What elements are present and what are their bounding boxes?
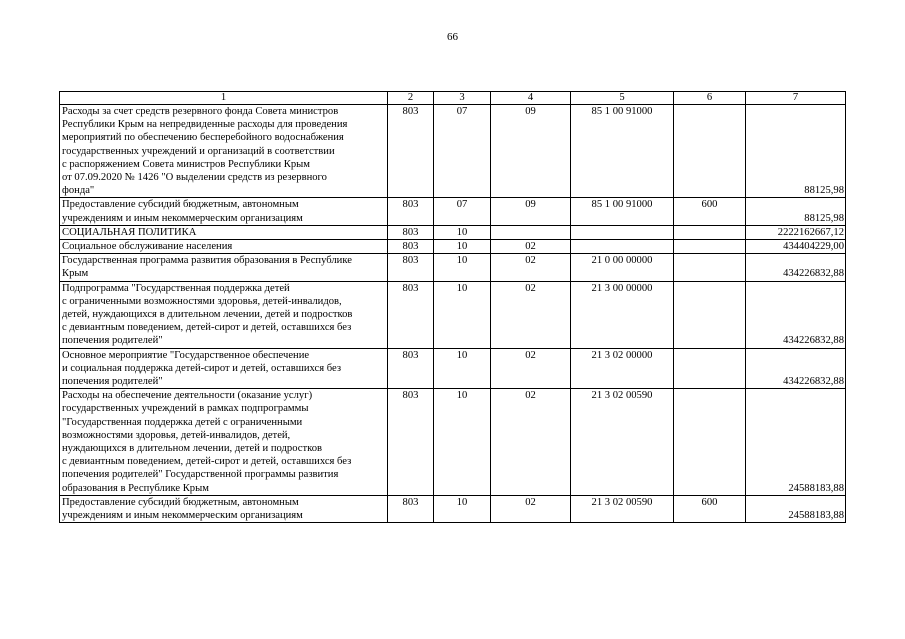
ved-code-cell: 803 <box>388 225 434 239</box>
header-cell: 1 <box>60 92 388 105</box>
subsection-code-cell <box>491 225 571 239</box>
section-code-cell: 10 <box>434 225 491 239</box>
page-number: 66 <box>447 31 458 43</box>
section-code-cell: 07 <box>434 198 491 225</box>
table-header-row <box>60 92 846 105</box>
section-code-cell: 10 <box>434 495 491 522</box>
row-name-cell: Предоставление субсидий бюджетным, автономным учреждениям и иным некоммерческим организациям <box>60 495 388 522</box>
header-cell: 4 <box>491 92 571 105</box>
table-row <box>60 495 846 522</box>
amount-cell: 2222162667,12 <box>746 225 846 239</box>
amount-cell: 24588183,88 <box>746 495 846 522</box>
section-code-cell: 10 <box>434 389 491 496</box>
amount-cell: 88125,98 <box>746 198 846 225</box>
subsection-code-cell: 02 <box>491 281 571 348</box>
target-article-cell: 85 1 00 91000 <box>571 105 674 198</box>
header-cell: 7 <box>746 92 846 105</box>
amount-cell: 24588183,88 <box>746 389 846 496</box>
section-code-cell: 10 <box>434 240 491 254</box>
row-name-cell: Расходы за счет средств резервного фонда Совета министров Республики Крым на непредвиденные расходы для проведения мероприятий по обеспечению бесперебойного водоснабжения государственных учреждений и организаций в соответствии с распоряжением Совета министров Республики Крым от 07.09.2020 № 1426 "О выделении средств из резервного фонда" <box>60 105 388 198</box>
ved-code-cell: 803 <box>388 281 434 348</box>
expense-type-cell: 600 <box>674 495 746 522</box>
table-row <box>60 389 846 496</box>
row-name-cell: Государственная программа развития образования в Республике Крым <box>60 254 388 281</box>
subsection-code-cell: 02 <box>491 254 571 281</box>
table-row <box>60 281 846 348</box>
expense-type-cell: 600 <box>674 198 746 225</box>
ved-code-cell: 803 <box>388 105 434 198</box>
target-article-cell <box>571 240 674 254</box>
expense-type-cell <box>674 389 746 496</box>
subsection-code-cell: 02 <box>491 389 571 496</box>
target-article-cell: 85 1 00 91000 <box>571 198 674 225</box>
section-code-cell: 10 <box>434 254 491 281</box>
section-code-cell: 10 <box>434 348 491 389</box>
header-cell: 6 <box>674 92 746 105</box>
section-code-cell: 07 <box>434 105 491 198</box>
subsection-code-cell: 02 <box>491 240 571 254</box>
ved-code-cell: 803 <box>388 495 434 522</box>
expense-type-cell <box>674 348 746 389</box>
row-name-cell: Социальное обслуживание населения <box>60 240 388 254</box>
header-cell: 5 <box>571 92 674 105</box>
target-article-cell <box>571 225 674 239</box>
ved-code-cell: 803 <box>388 198 434 225</box>
table-row <box>60 198 846 225</box>
table-row <box>60 105 846 198</box>
table-row <box>60 240 846 254</box>
expense-type-cell <box>674 240 746 254</box>
table-row <box>60 225 846 239</box>
amount-cell: 434226832,88 <box>746 348 846 389</box>
subsection-code-cell: 02 <box>491 495 571 522</box>
row-name-cell: Основное мероприятие "Государственное обеспечение и социальная поддержка детей-сирот и детей, оставшихся без попечения родителей" <box>60 348 388 389</box>
amount-cell: 434226832,88 <box>746 254 846 281</box>
row-name-cell: СОЦИАЛЬНАЯ ПОЛИТИКА <box>60 225 388 239</box>
amount-cell: 434404229,00 <box>746 240 846 254</box>
subsection-code-cell: 09 <box>491 198 571 225</box>
ved-code-cell: 803 <box>388 348 434 389</box>
table-row <box>60 348 846 389</box>
table-row <box>60 254 846 281</box>
target-article-cell: 21 3 02 00590 <box>571 495 674 522</box>
target-article-cell: 21 3 00 00000 <box>571 281 674 348</box>
ved-code-cell: 803 <box>388 389 434 496</box>
target-article-cell: 21 3 02 00000 <box>571 348 674 389</box>
section-code-cell: 10 <box>434 281 491 348</box>
amount-cell: 434226832,88 <box>746 281 846 348</box>
amount-cell: 88125,98 <box>746 105 846 198</box>
expense-type-cell <box>674 105 746 198</box>
row-name-cell: Предоставление субсидий бюджетным, автономным учреждениям и иным некоммерческим организациям <box>60 198 388 225</box>
target-article-cell: 21 3 02 00590 <box>571 389 674 496</box>
expense-type-cell <box>674 281 746 348</box>
expense-type-cell <box>674 254 746 281</box>
row-name-cell: Подпрограмма "Государственная поддержка детей с ограниченными возможностями здоровья, детей-инвалидов, детей, нуждающихся в длительном лечении, детей и подростков с девиантным поведением, детей-сирот и детей, оставшихся без попечения родителей" <box>60 281 388 348</box>
expense-type-cell <box>674 225 746 239</box>
subsection-code-cell: 02 <box>491 348 571 389</box>
header-cell: 3 <box>434 92 491 105</box>
row-name-cell: Расходы на обеспечение деятельности (оказание услуг) государственных учреждений в рамках подпрограммы "Государственная поддержка детей с ограниченными возможностями здоровья, детей-инвалидов, детей, нуждающихся в длительном лечении, детей и подростков с девиантным поведением, детей-сирот и детей, оставшихся без попечения родителей" Государственной программы развития образования в Республике Крым <box>60 389 388 496</box>
subsection-code-cell: 09 <box>491 105 571 198</box>
target-article-cell: 21 0 00 00000 <box>571 254 674 281</box>
header-cell: 2 <box>388 92 434 105</box>
ved-code-cell: 803 <box>388 240 434 254</box>
budget-table <box>59 91 846 523</box>
ved-code-cell: 803 <box>388 254 434 281</box>
